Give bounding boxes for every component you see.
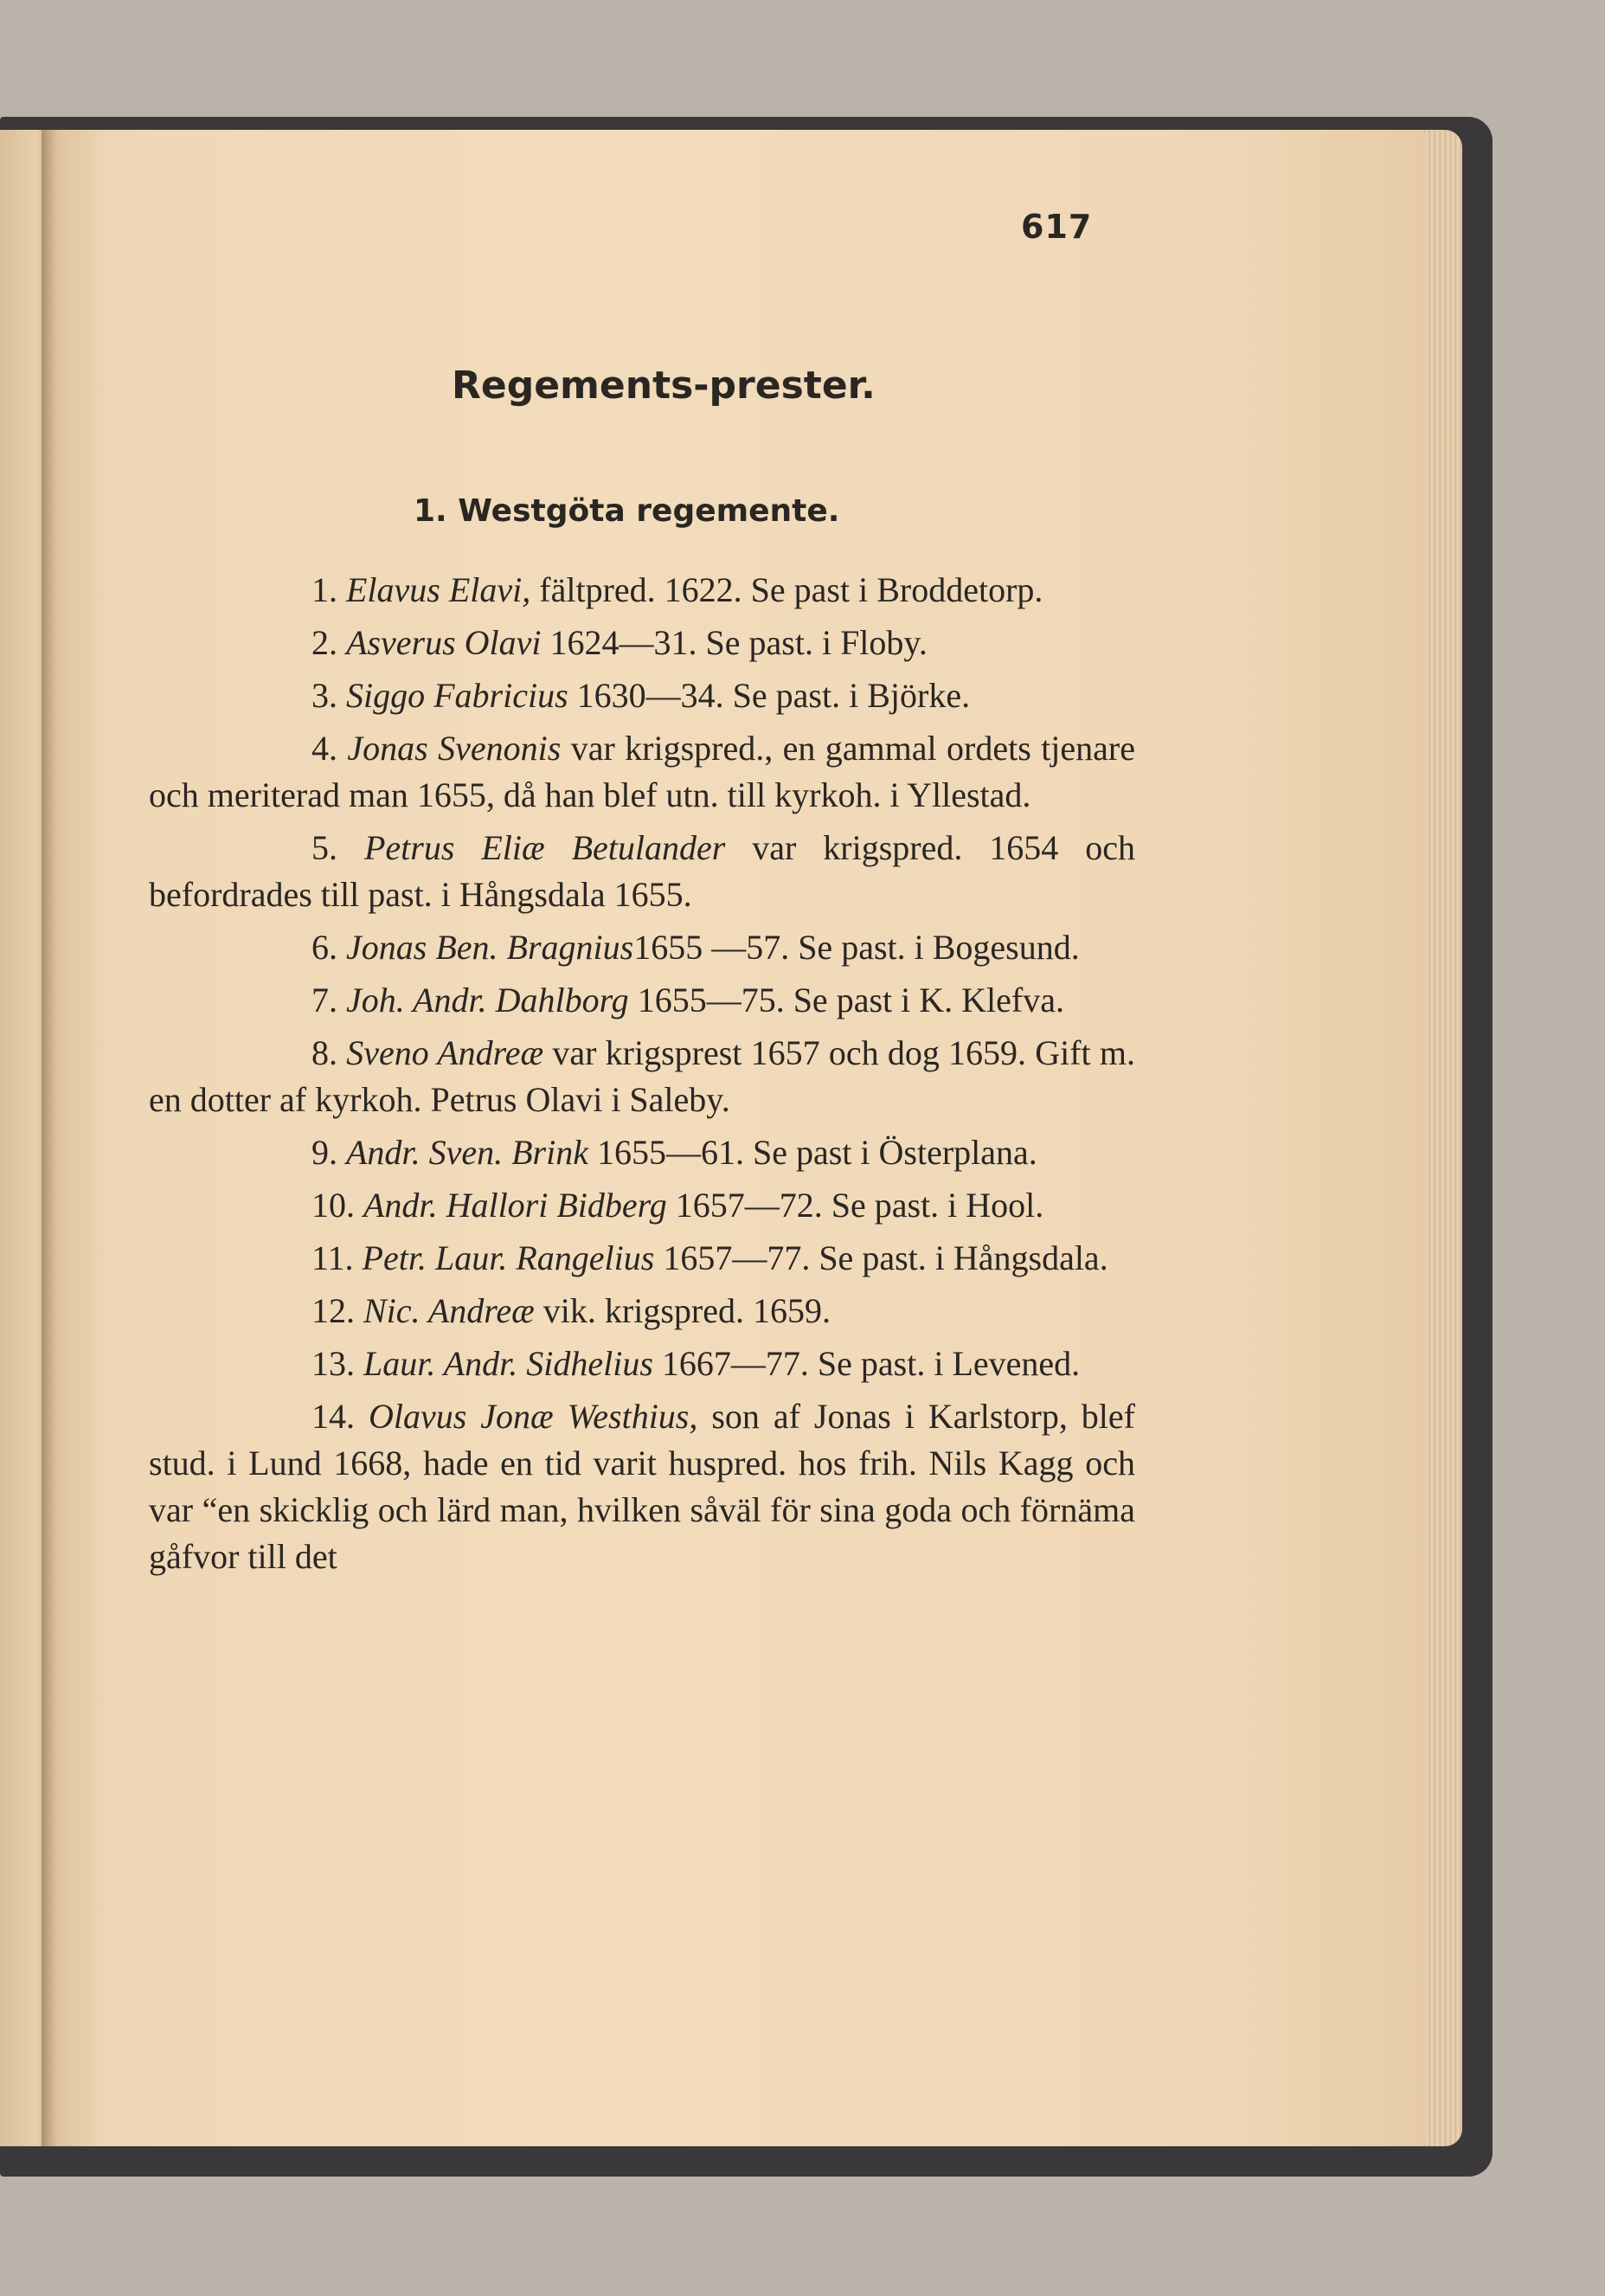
page-title: Regements-prester. xyxy=(452,363,876,408)
entry-text: 1624—31. Se past. i Floby. xyxy=(541,623,928,662)
entry-number: 1. xyxy=(311,570,337,609)
entry-text: 1667—77. Se past. i Levened. xyxy=(652,1344,1081,1383)
entry-4 xyxy=(149,725,1135,819)
entry-text: var krigspred., en gammal ordets tjenare och meriterad man 1655, då han blef utn. till kyrkoh. i Yllestad. xyxy=(149,729,1136,814)
entry-name: Joh. Andr. Dahlborg xyxy=(346,981,629,1019)
page-number: 617 xyxy=(1021,208,1093,246)
entry-text: var krigspred. 1654 och befordrades till past. i Hångsdala 1655. xyxy=(149,828,1136,914)
entry-number: 8. xyxy=(311,1033,337,1072)
entry-number: 7. xyxy=(311,981,337,1019)
entry-13 xyxy=(149,1341,1135,1387)
entry-name: Laur. Andr. Sidhelius xyxy=(363,1344,653,1383)
entry-12 xyxy=(149,1288,1135,1335)
entry-name: Jonas Svenonis xyxy=(347,729,562,768)
entry-text: 1655 —57. Se past. i Bogesund. xyxy=(633,928,1080,967)
entry-name: Nic. Andreæ xyxy=(363,1291,535,1330)
entry-number: 4. xyxy=(311,729,337,768)
entry-number: 14. xyxy=(311,1397,355,1436)
entry-text: son af Jonas i Karlstorp, blef stud. i Lund 1668, hade en tid varit huspred. hos frih. Nils Kagg och var “en skicklig och lärd man, hvilken såväl för sina goda och förnäma gåfvor till det xyxy=(149,1397,1135,1576)
entry-11 xyxy=(149,1235,1135,1282)
entry-text: 1655—61. Se past i Österplana. xyxy=(587,1133,1037,1172)
entry-text: 1655—75. Se past i K. Klefva. xyxy=(628,981,1064,1019)
section-heading: 1. Westgöta regemente. xyxy=(414,493,840,529)
entry-1 xyxy=(149,567,1135,614)
entry-name: Siggo Fabricius xyxy=(346,676,568,715)
entry-name: Olavus Jonæ Westhius, xyxy=(368,1397,698,1436)
entry-number: 9. xyxy=(311,1133,337,1172)
entry-text: 1657—77. Se past. i Hångsdala. xyxy=(654,1238,1108,1277)
entry-14 xyxy=(149,1393,1135,1580)
entry-2 xyxy=(149,620,1135,666)
entry-list xyxy=(149,567,1135,1586)
entry-number: 6. xyxy=(311,928,337,967)
entry-text: 1630—34. Se past. i Björke. xyxy=(568,676,971,715)
entry-text: 1657—72. Se past. i Hool. xyxy=(666,1186,1044,1225)
entry-text: var krigsprest 1657 och dog 1659. Gift m. en dotter af kyrkoh. Petrus Olavi i Saleby. xyxy=(149,1033,1136,1119)
entry-name: Jonas Ben. Bragnius xyxy=(346,928,634,967)
entry-8 xyxy=(149,1030,1135,1123)
entry-name: Petrus Eliæ Betulander xyxy=(363,828,726,867)
entry-name: Andr. Sven. Brink xyxy=(346,1133,588,1172)
entry-number: 13. xyxy=(311,1344,355,1383)
entry-3 xyxy=(149,672,1135,719)
entry-5 xyxy=(149,825,1135,918)
entry-name: Elavus Elavi, xyxy=(346,570,531,609)
entry-10 xyxy=(149,1182,1135,1229)
entry-number: 2. xyxy=(311,623,337,662)
entry-6 xyxy=(149,924,1135,971)
entry-number: 5. xyxy=(311,828,337,867)
entry-number: 11. xyxy=(311,1238,354,1277)
entry-text: fältpred. 1622. Se past i Broddetorp. xyxy=(530,570,1043,609)
entry-name: Petr. Laur. Rangelius xyxy=(362,1238,655,1277)
entry-number: 10. xyxy=(311,1186,355,1225)
entry-name: Sveno Andreæ xyxy=(346,1033,544,1072)
entry-number: 3. xyxy=(311,676,337,715)
entry-text: vik. krigspred. 1659. xyxy=(534,1291,831,1330)
entry-name: Asverus Olavi xyxy=(346,623,542,662)
entry-9 xyxy=(149,1129,1135,1176)
entry-name: Andr. Hallori Bidberg xyxy=(363,1186,667,1225)
page-gutter xyxy=(42,130,57,2146)
entry-number: 12. xyxy=(311,1291,355,1330)
entry-7 xyxy=(149,977,1135,1024)
